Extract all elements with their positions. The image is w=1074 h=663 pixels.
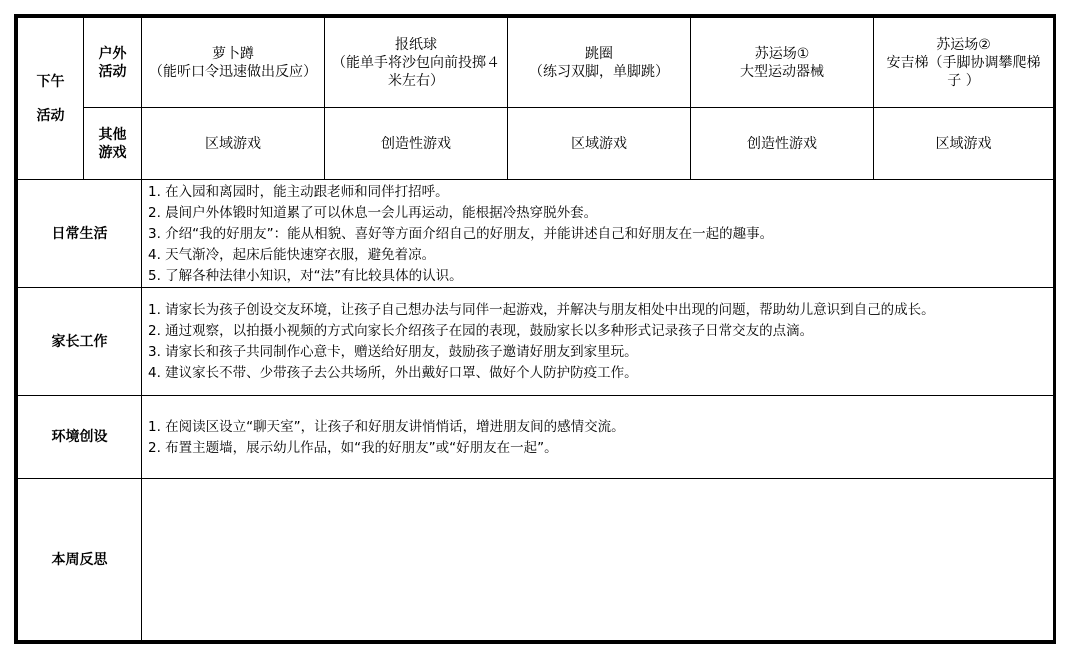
other-games-label: 其他 游戏 <box>84 108 142 180</box>
other-cell-5: 区域游戏 <box>874 108 1054 180</box>
other-cell-3: 区域游戏 <box>508 108 691 180</box>
outdoor-cell-3: 跳圈 （练习双脚，单脚跳） <box>508 18 691 108</box>
daily-life-item-3: 3. 介绍“我的好朋友”：能从相貌、喜好等方面介绍自己的好朋友，并能讲述自己和好朋友在一起的趣事。 <box>148 225 774 242</box>
daily-life-row <box>18 180 1054 288</box>
afternoon-activity-label <box>18 18 84 180</box>
daily-life-content <box>142 180 1054 288</box>
environment-item-1: 1. 在阅读区设立“聊天室”，让孩子和好朋友讲悄悄话，增进朋友间的感情交流。 <box>148 418 625 435</box>
afternoon-label-line1: 下午 <box>36 73 65 90</box>
other-cell-1: 区域游戏 <box>142 108 325 180</box>
afternoon-label-line2: 活动 <box>36 107 65 124</box>
afternoon-outdoor-row <box>18 18 1054 108</box>
daily-life-item-4: 4. 天气渐冷，起床后能快速穿衣服，避免着凉。 <box>148 246 436 263</box>
weekly-plan-table <box>14 14 1056 644</box>
environment-content <box>142 396 1054 479</box>
parent-work-label: 家长工作 <box>18 288 142 396</box>
parent-work-item-4: 4. 建议家长不带、少带孩子去公共场所，外出戴好口罩、做好个人防护防疫工作。 <box>148 365 638 381</box>
afternoon-other-row <box>18 108 1054 180</box>
parent-work-row <box>18 288 1054 396</box>
outdoor-cell-2: 报纸球 （能单手将沙包向前投掷４米左右） <box>325 18 508 108</box>
daily-life-label: 日常生活 <box>18 180 142 288</box>
environment-item-2: 2. 布置主题墙，展示幼儿作品，如“我的好朋友”或“好朋友在一起”。 <box>148 439 558 456</box>
outdoor-activity-label: 户外 活动 <box>84 18 142 108</box>
outdoor-cell-1: 萝卜蹲 （能听口令迅速做出反应） <box>142 18 325 108</box>
reflection-row <box>18 479 1054 641</box>
outdoor-cell-4: 苏运场① 大型运动器械 <box>691 18 874 108</box>
daily-life-item-1: 1. 在入园和离园时，能主动跟老师和同伴打招呼。 <box>148 183 449 200</box>
environment-row <box>18 396 1054 479</box>
reflection-content[interactable] <box>142 479 1054 641</box>
parent-work-content <box>142 288 1054 396</box>
daily-life-item-5: 5. 了解各种法律小知识，对“法”有比较具体的认识。 <box>148 267 463 284</box>
parent-work-item-1: 1. 请家长为孩子创设交友环境，让孩子自己想办法与同伴一起游戏，并解决与朋友相处中出现的问题，帮助幼儿意识到自己的成长。 <box>148 302 935 318</box>
other-cell-2: 创造性游戏 <box>325 108 508 180</box>
reflection-label: 本周反思 <box>18 479 142 641</box>
parent-work-item-3: 3. 请家长和孩子共同制作心意卡，赠送给好朋友，鼓励孩子邀请好朋友到家里玩。 <box>148 344 638 360</box>
outdoor-cell-5: 苏运场② 安吉梯（手脚协调攀爬梯子 ） <box>874 18 1054 108</box>
daily-life-item-2: 2. 晨间户外体锻时知道累了可以休息一会儿再运动，能根据冷热穿脱外套。 <box>148 204 598 221</box>
environment-label: 环境创设 <box>18 396 142 479</box>
parent-work-item-2: 2. 通过观察，以拍摄小视频的方式向家长介绍孩子在园的表现，鼓励家长以多种形式记录孩子日常交友的点滴。 <box>148 323 814 339</box>
other-cell-4: 创造性游戏 <box>691 108 874 180</box>
